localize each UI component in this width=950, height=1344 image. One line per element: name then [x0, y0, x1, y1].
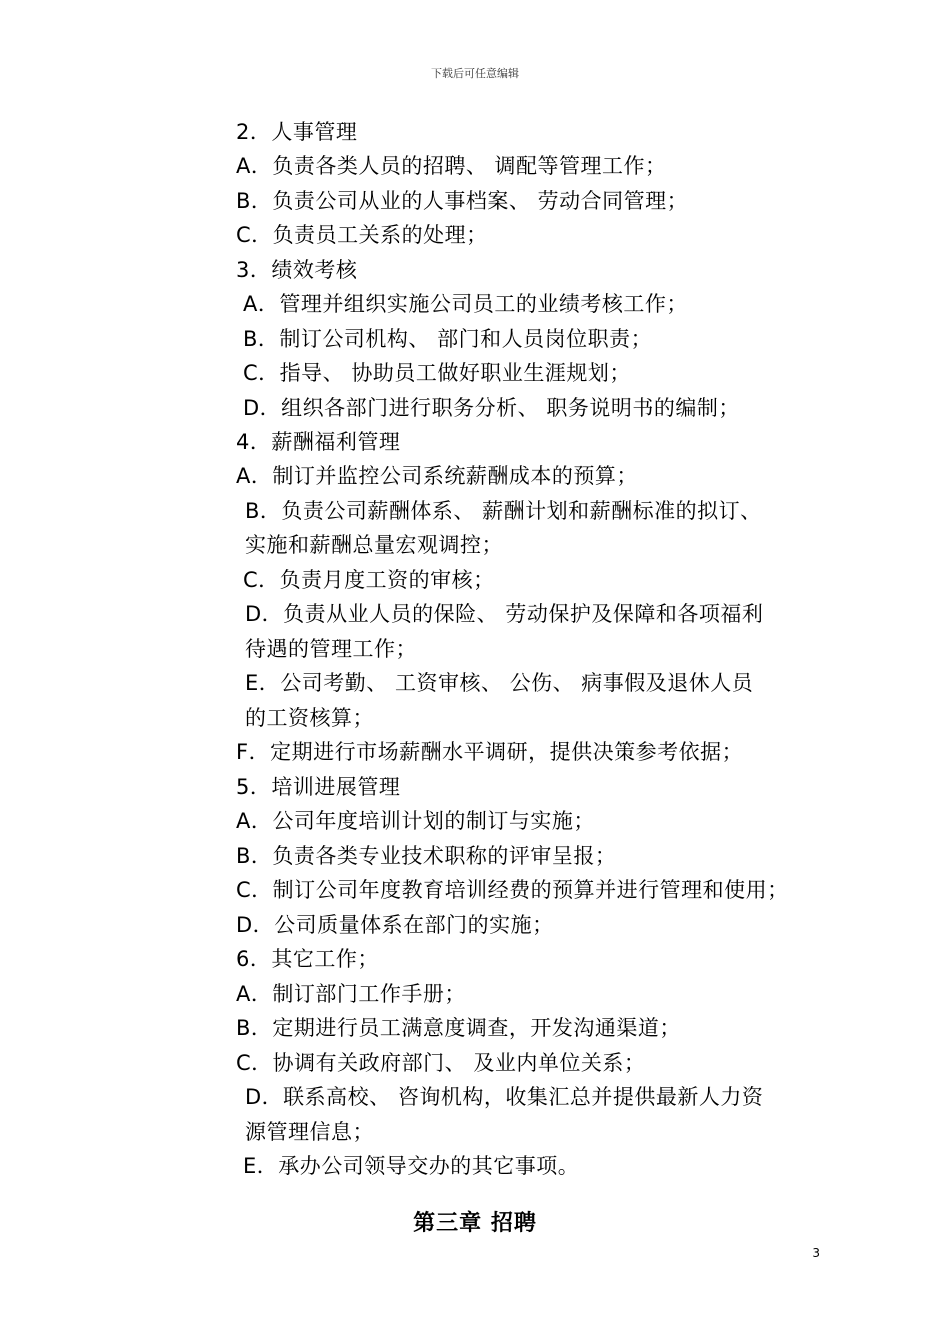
- list-item: E．公司考勤、 工资审核、 公伤、 病事假及退休人员: [245, 671, 754, 695]
- list-item: C．制订公司年度教育培训经费的预算并进行管理和使用；: [236, 878, 789, 902]
- list-item: D．联系高校、 咨询机构，收集汇总并提供最新人力资: [245, 1085, 764, 1109]
- list-item: B．负责公司从业的人事档案、 劳动合同管理；: [236, 189, 689, 213]
- list-item: C．负责员工关系的处理；: [236, 223, 488, 247]
- section-heading: 5．培训进展管理: [236, 775, 401, 799]
- page-number: 3: [812, 1246, 820, 1260]
- list-item: D．组织各部门进行职务分析、 职务说明书的编制；: [243, 396, 740, 420]
- page-header: 下载后可任意编辑: [431, 67, 519, 80]
- chapter-title: 第三章 招聘: [413, 1211, 537, 1236]
- list-item-continuation: 实施和薪酬总量宏观调控；: [245, 533, 503, 557]
- list-item: E．承办公司领导交办的其它事项。: [243, 1154, 580, 1178]
- list-item: A．公司年度培训计划的制订与实施；: [236, 809, 595, 833]
- list-item: B．负责公司薪酬体系、 薪酬计划和薪酬标准的拟订、: [245, 499, 762, 523]
- section-heading: 6．其它工作；: [236, 947, 379, 971]
- list-item: C．协调有关政府部门、 及业内单位关系；: [236, 1051, 646, 1075]
- list-item-continuation: 源管理信息；: [245, 1120, 374, 1144]
- list-item: C．负责月度工资的审核；: [243, 568, 495, 592]
- list-item: A．制订并监控公司系统薪酬成本的预算；: [236, 464, 638, 488]
- section-heading: 2．人事管理: [236, 120, 358, 144]
- list-item-continuation: 待遇的管理工作；: [245, 637, 417, 661]
- list-item: D．负责从业人员的保险、 劳动保护及保障和各项福利: [245, 602, 764, 626]
- list-item: B．定期进行员工满意度调查，开发沟通渠道；: [236, 1016, 681, 1040]
- list-item-continuation: 的工资核算；: [245, 706, 374, 730]
- list-item: A．负责各类人员的招聘、 调配等管理工作；: [236, 154, 667, 178]
- section-heading: 3．绩效考核: [236, 258, 358, 282]
- list-item: A．管理并组织实施公司员工的业绩考核工作；: [243, 292, 688, 316]
- list-item: B．制订公司机构、 部门和人员岗位职责；: [243, 327, 653, 351]
- section-heading: 4．薪酬福利管理: [236, 430, 401, 454]
- list-item: F．定期进行市场薪酬水平调研，提供决策参考依据；: [236, 740, 744, 764]
- list-item: D．公司质量体系在部门的实施；: [236, 913, 554, 937]
- list-item: C．指导、 协助员工做好职业生涯规划；: [243, 361, 631, 385]
- list-item: B．负责各类专业技术职称的评审呈报；: [236, 844, 617, 868]
- list-item: A．制订部门工作手册；: [236, 982, 466, 1006]
